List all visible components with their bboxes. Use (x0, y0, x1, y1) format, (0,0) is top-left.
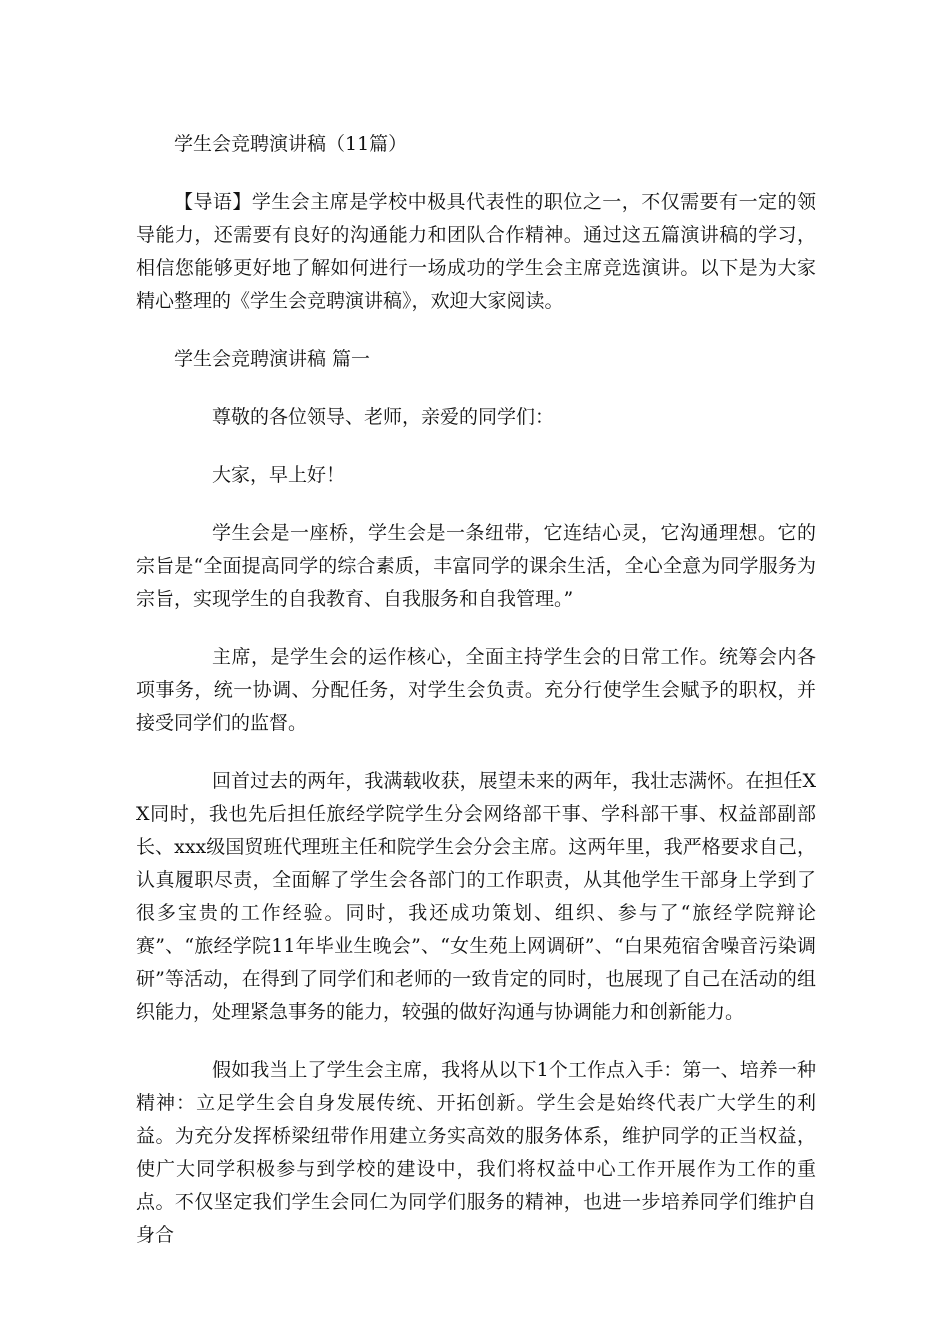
document-body (136, 128, 816, 1277)
document-title: 学生会竞聘演讲稿（11篇） (174, 133, 408, 155)
body-paragraph-4: 假如我当上了学生会主席，我将从以下1个工作点入手：第一、培养一种精神：立足学生会自身发展传统、开拓创新。学生会是始终代表广大学生的利益。为充分发挥桥梁纽带作用建立务实高效的服务体系，维护同学的正当权益，使广大同学积极参与到学校的建设中，我们将权益中心工作开展作为工作的重点。不仅坚定我们学生会同仁为同学们服务的精神，也进一步培养同学们维护自身合 (136, 1059, 816, 1246)
morning-greeting: 大家，早上好！ (212, 464, 346, 486)
body-paragraph-1: 学生会是一座桥，学生会是一条纽带，它连结心灵，它沟通理想。它的宗旨是“全面提高同学的综合素质，丰富同学的课余生活，全心全意为同学服务为宗旨，实现学生的自我教育、自我服务和自我管理。” (136, 522, 816, 610)
intro-paragraph: 【导语】学生会主席是学校中极具代表性的职位之一，不仅需要有一定的领导能力，还需要有良好的沟通能力和团队合作精神。通过这五篇演讲稿的学习，相信您能够更好地了解如何进行一场成功的学生会主席竞选演讲。以下是为大家精心整理的《学生会竞聘演讲稿》，欢迎大家阅读。 (136, 191, 816, 312)
body-paragraph-2: 主席，是学生会的运作核心，全面主持学生会的日常工作。统筹会内各项事务，统一协调、分配任务，对学生会负责。充分行使学生会赋予的职权，并接受同学们的监督。 (136, 646, 816, 734)
greeting-line: 尊敬的各位领导、老师，亲爱的同学们： (212, 406, 555, 428)
section-title: 学生会竞聘演讲稿 篇一 (174, 348, 371, 370)
body-paragraph-3: 回首过去的两年，我满载收获，展望未来的两年，我壮志满怀。在担任XX同时，我也先后担任旅经学院学生分会网络部干事、学科部干事、权益部副部长、xxx级国贸班代理班主任和院学生会分会主席。这两年里，我严格要求自己，认真履职尽责，全面解了学生会各部门的工作职责，从其他学生干部身上学到了很多宝贵的工作经验。同时，我还成功策划、组织、参与了“旅经学院辩论赛”、“旅经学院11年毕业生晚会”、“女生苑上网调研”、“白果苑宿舍噪音污染调研”等活动，在得到了同学们和老师的一致肯定的同时，也展现了自己在活动的组织能力，处理紧急事务的能力，较强的做好沟通与协调能力和创新能力。 (136, 770, 816, 1023)
